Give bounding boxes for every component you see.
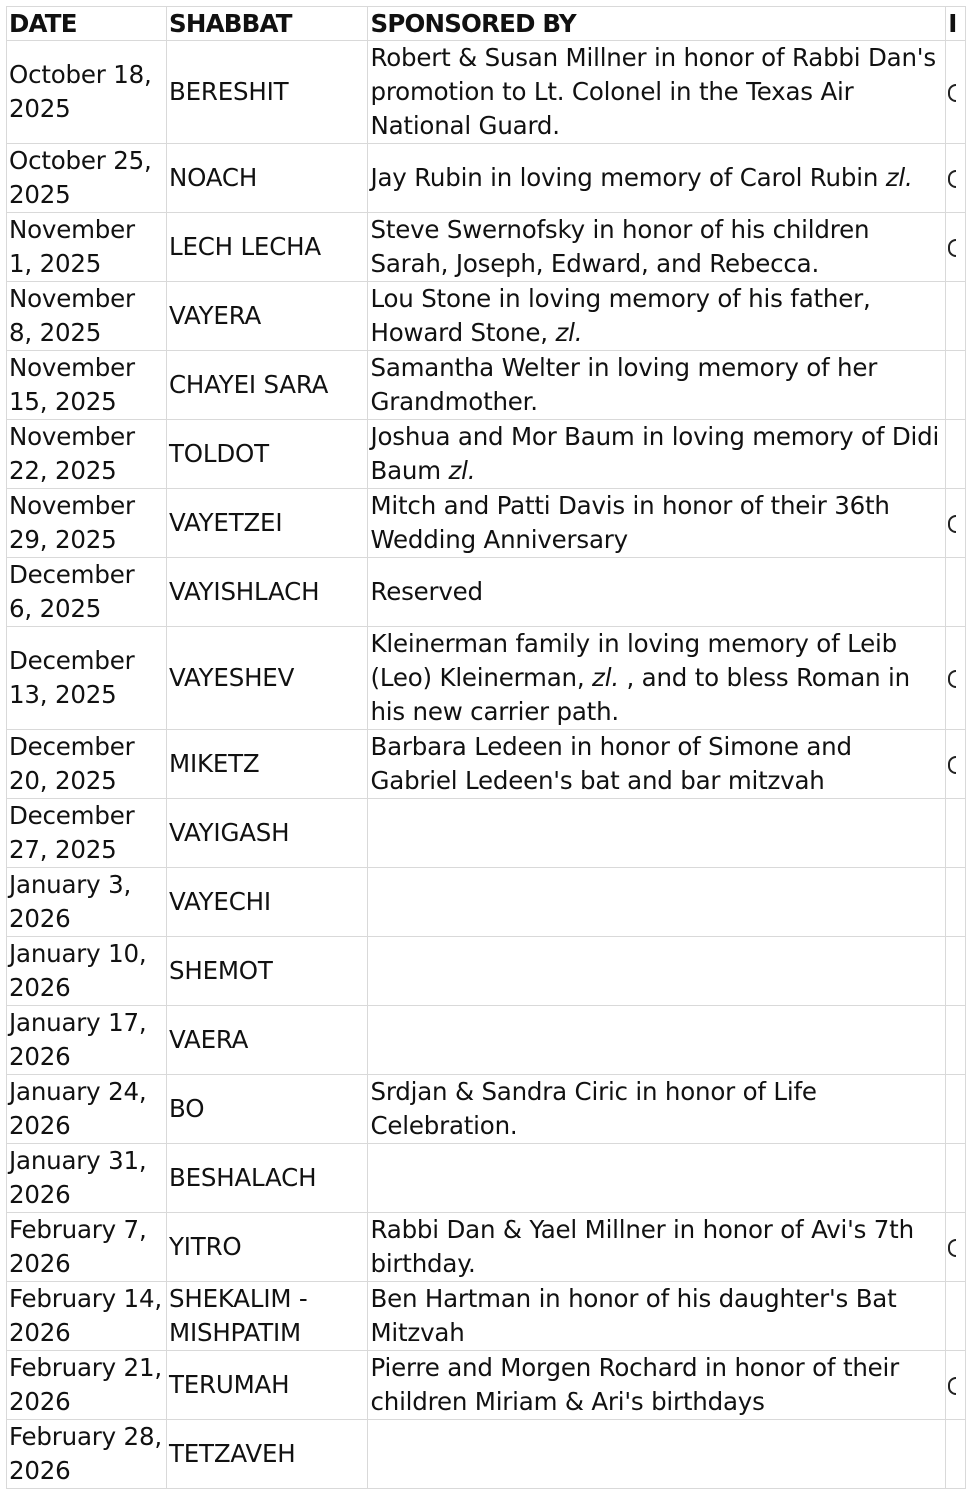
cell-shabbat[interactable]: SHEMOT — [167, 937, 368, 1006]
cell-sponsored-by[interactable] — [368, 1420, 946, 1489]
cell-sponsored-by[interactable] — [368, 558, 946, 627]
sponsor-text: Robert & Susan Millner in honor of Rabbi Dan's promotion to Lt. Colonel in the Texas Air National Guard. — [370, 43, 936, 140]
sponsor-text: Steve Swernofsky in honor of his children Sarah, Joseph, Edward, and Rebecca. — [370, 215, 870, 278]
cell-shabbat[interactable]: CHAYEI SARA — [167, 351, 368, 420]
table-row — [7, 1075, 966, 1144]
cell-truncated-column[interactable] — [946, 1213, 966, 1282]
cell-date[interactable]: January 17, 2026 — [7, 1006, 167, 1075]
cell-truncated-column[interactable] — [946, 1144, 966, 1213]
cell-truncated-column[interactable] — [946, 351, 966, 420]
table-row — [7, 351, 966, 420]
cell-truncated-column[interactable] — [946, 1006, 966, 1075]
cell-date[interactable]: December 27, 2025 — [7, 799, 167, 868]
cell-truncated-column[interactable] — [946, 627, 966, 730]
table-row — [7, 868, 966, 937]
cell-shabbat[interactable]: BO — [167, 1075, 368, 1144]
cell-date[interactable]: February 14, 2026 — [7, 1282, 167, 1351]
table-row — [7, 420, 966, 489]
cell-date[interactable]: February 21, 2026 — [7, 1351, 167, 1420]
sponsor-text: Kleinerman family in loving memory of Leib (Leo) Kleinerman, — [370, 629, 897, 692]
truncated-text-glyph — [948, 515, 956, 533]
cell-sponsored-by[interactable] — [368, 1282, 946, 1351]
cell-sponsored-by[interactable] — [368, 627, 946, 730]
cell-sponsored-by[interactable] — [368, 1351, 946, 1420]
header-shabbat[interactable]: SHABBAT — [167, 7, 368, 41]
truncated-text-glyph — [948, 84, 956, 102]
zl-abbreviation: zl. — [592, 663, 619, 692]
header-truncated-column[interactable]: I — [946, 7, 966, 41]
cell-date[interactable]: December 6, 2025 — [7, 558, 167, 627]
cell-truncated-column[interactable] — [946, 282, 966, 351]
table-row — [7, 282, 966, 351]
cell-shabbat[interactable]: TETZAVEH — [167, 1420, 368, 1489]
table-row — [7, 730, 966, 799]
table-row — [7, 1351, 966, 1420]
cell-sponsored-by[interactable] — [368, 489, 946, 558]
cell-sponsored-by[interactable] — [368, 868, 946, 937]
truncated-text-glyph — [948, 170, 956, 188]
cell-date[interactable]: October 25, 2025 — [7, 144, 167, 213]
cell-shabbat[interactable]: VAYECHI — [167, 868, 368, 937]
cell-truncated-column[interactable] — [946, 730, 966, 799]
table-row — [7, 937, 966, 1006]
table-row — [7, 1213, 966, 1282]
cell-date[interactable]: November 29, 2025 — [7, 489, 167, 558]
cell-truncated-column[interactable] — [946, 420, 966, 489]
sponsor-text: Srdjan & Sandra Ciric in honor of Life Celebration. — [370, 1077, 817, 1140]
cell-date[interactable]: October 18, 2025 — [7, 41, 167, 144]
cell-date[interactable]: December 20, 2025 — [7, 730, 167, 799]
sponsor-text: Barbara Ledeen in honor of Simone and Gabriel Ledeen's bat and bar mitzvah — [370, 732, 852, 795]
sponsor-text: Jay Rubin in loving memory of Carol Rubin — [370, 163, 886, 192]
cell-truncated-column[interactable] — [946, 937, 966, 1006]
cell-sponsored-by[interactable] — [368, 213, 946, 282]
cell-sponsored-by[interactable] — [368, 351, 946, 420]
cell-truncated-column[interactable] — [946, 41, 966, 144]
truncated-text-glyph — [948, 239, 956, 257]
sponsor-text: Reserved — [370, 577, 483, 606]
cell-sponsored-by[interactable] — [368, 144, 946, 213]
cell-truncated-column[interactable] — [946, 558, 966, 627]
cell-shabbat[interactable]: BERESHIT — [167, 41, 368, 144]
sponsor-text: Rabbi Dan & Yael Millner in honor of Avi's 7th birthday. — [370, 1215, 914, 1278]
cell-date[interactable]: February 28, 2026 — [7, 1420, 167, 1489]
cell-date[interactable]: January 24, 2026 — [7, 1075, 167, 1144]
header-row — [7, 7, 966, 41]
cell-date[interactable]: November 1, 2025 — [7, 213, 167, 282]
truncated-text-glyph — [948, 756, 956, 774]
cell-shabbat[interactable]: VAYERA — [167, 282, 368, 351]
table-row — [7, 627, 966, 730]
cell-date[interactable]: January 10, 2026 — [7, 937, 167, 1006]
zl-abbreviation: zl. — [448, 456, 476, 485]
cell-shabbat[interactable]: LECH LECHA — [167, 213, 368, 282]
cell-truncated-column[interactable] — [946, 1282, 966, 1351]
table-row — [7, 213, 966, 282]
header-sponsored-by[interactable]: SPONSORED BY — [368, 7, 946, 41]
sponsor-text: Joshua and Mor Baum in loving memory of Didi Baum — [370, 422, 940, 485]
cell-shabbat[interactable]: VAYETZEI — [167, 489, 368, 558]
cell-shabbat[interactable]: VAYISHLACH — [167, 558, 368, 627]
cell-sponsored-by[interactable] — [368, 1075, 946, 1144]
cell-truncated-column[interactable] — [946, 1420, 966, 1489]
sponsor-text: Pierre and Morgen Rochard in honor of their children Miriam & Ari's birthdays — [370, 1353, 900, 1416]
cell-shabbat[interactable]: VAYIGASH — [167, 799, 368, 868]
cell-date[interactable]: January 3, 2026 — [7, 868, 167, 937]
cell-shabbat[interactable]: TERUMAH — [167, 1351, 368, 1420]
cell-sponsored-by[interactable] — [368, 420, 946, 489]
cell-truncated-column[interactable] — [946, 868, 966, 937]
cell-date[interactable]: November 8, 2025 — [7, 282, 167, 351]
table-row — [7, 799, 966, 868]
cell-shabbat[interactable]: MIKETZ — [167, 730, 368, 799]
table-row — [7, 1144, 966, 1213]
cell-date[interactable]: January 31, 2026 — [7, 1144, 167, 1213]
zl-abbreviation: zl. — [885, 163, 913, 192]
cell-truncated-column[interactable] — [946, 489, 966, 558]
cell-shabbat[interactable]: VAYESHEV — [167, 627, 368, 730]
cell-date[interactable]: December 13, 2025 — [7, 627, 167, 730]
table-row — [7, 1282, 966, 1351]
cell-truncated-column[interactable] — [946, 144, 966, 213]
sponsor-text: Ben Hartman in honor of his daughter's Bat Mitzvah — [370, 1284, 897, 1347]
kiddush-sponsorship-table — [6, 6, 966, 1489]
cell-date[interactable]: November 15, 2025 — [7, 351, 167, 420]
table-row — [7, 1006, 966, 1075]
cell-shabbat[interactable]: VAERA — [167, 1006, 368, 1075]
table-row — [7, 558, 966, 627]
sponsorship-sheet — [6, 6, 966, 1489]
truncated-text-glyph — [948, 1239, 956, 1257]
cell-sponsored-by[interactable] — [368, 1213, 946, 1282]
cell-truncated-column[interactable] — [946, 1075, 966, 1144]
cell-sponsored-by[interactable] — [368, 799, 946, 868]
truncated-text-glyph — [948, 1377, 956, 1395]
cell-shabbat[interactable]: NOACH — [167, 144, 368, 213]
table-row — [7, 41, 966, 144]
sponsor-text: Lou Stone in loving memory of his father, Howard Stone, — [370, 284, 871, 347]
sponsor-text-tail: , and to bless Roman in his new carrier path. — [370, 663, 910, 726]
cell-truncated-column[interactable] — [946, 799, 966, 868]
table-row — [7, 144, 966, 213]
cell-sponsored-by[interactable] — [368, 937, 946, 1006]
cell-truncated-column[interactable] — [946, 213, 966, 282]
cell-sponsored-by[interactable] — [368, 41, 946, 144]
cell-date[interactable]: November 22, 2025 — [7, 420, 167, 489]
cell-shabbat[interactable]: TOLDOT — [167, 420, 368, 489]
cell-date[interactable]: February 7, 2026 — [7, 1213, 167, 1282]
truncated-text-glyph — [948, 670, 956, 688]
cell-sponsored-by[interactable] — [368, 1144, 946, 1213]
cell-sponsored-by[interactable] — [368, 730, 946, 799]
header-date[interactable]: DATE — [7, 7, 167, 41]
cell-shabbat[interactable]: SHEKALIM - MISHPATIM — [167, 1282, 368, 1351]
cell-shabbat[interactable]: YITRO — [167, 1213, 368, 1282]
cell-sponsored-by[interactable] — [368, 282, 946, 351]
cell-truncated-column[interactable] — [946, 1351, 966, 1420]
cell-shabbat[interactable]: BESHALACH — [167, 1144, 368, 1213]
sponsor-text: Samantha Welter in loving memory of her Grandmother. — [370, 353, 878, 416]
table-row — [7, 1420, 966, 1489]
zl-abbreviation: zl. — [555, 318, 583, 347]
sponsor-text: Mitch and Patti Davis in honor of their 36th Wedding Anniversary — [370, 491, 890, 554]
table-row — [7, 489, 966, 558]
cell-sponsored-by[interactable] — [368, 1006, 946, 1075]
